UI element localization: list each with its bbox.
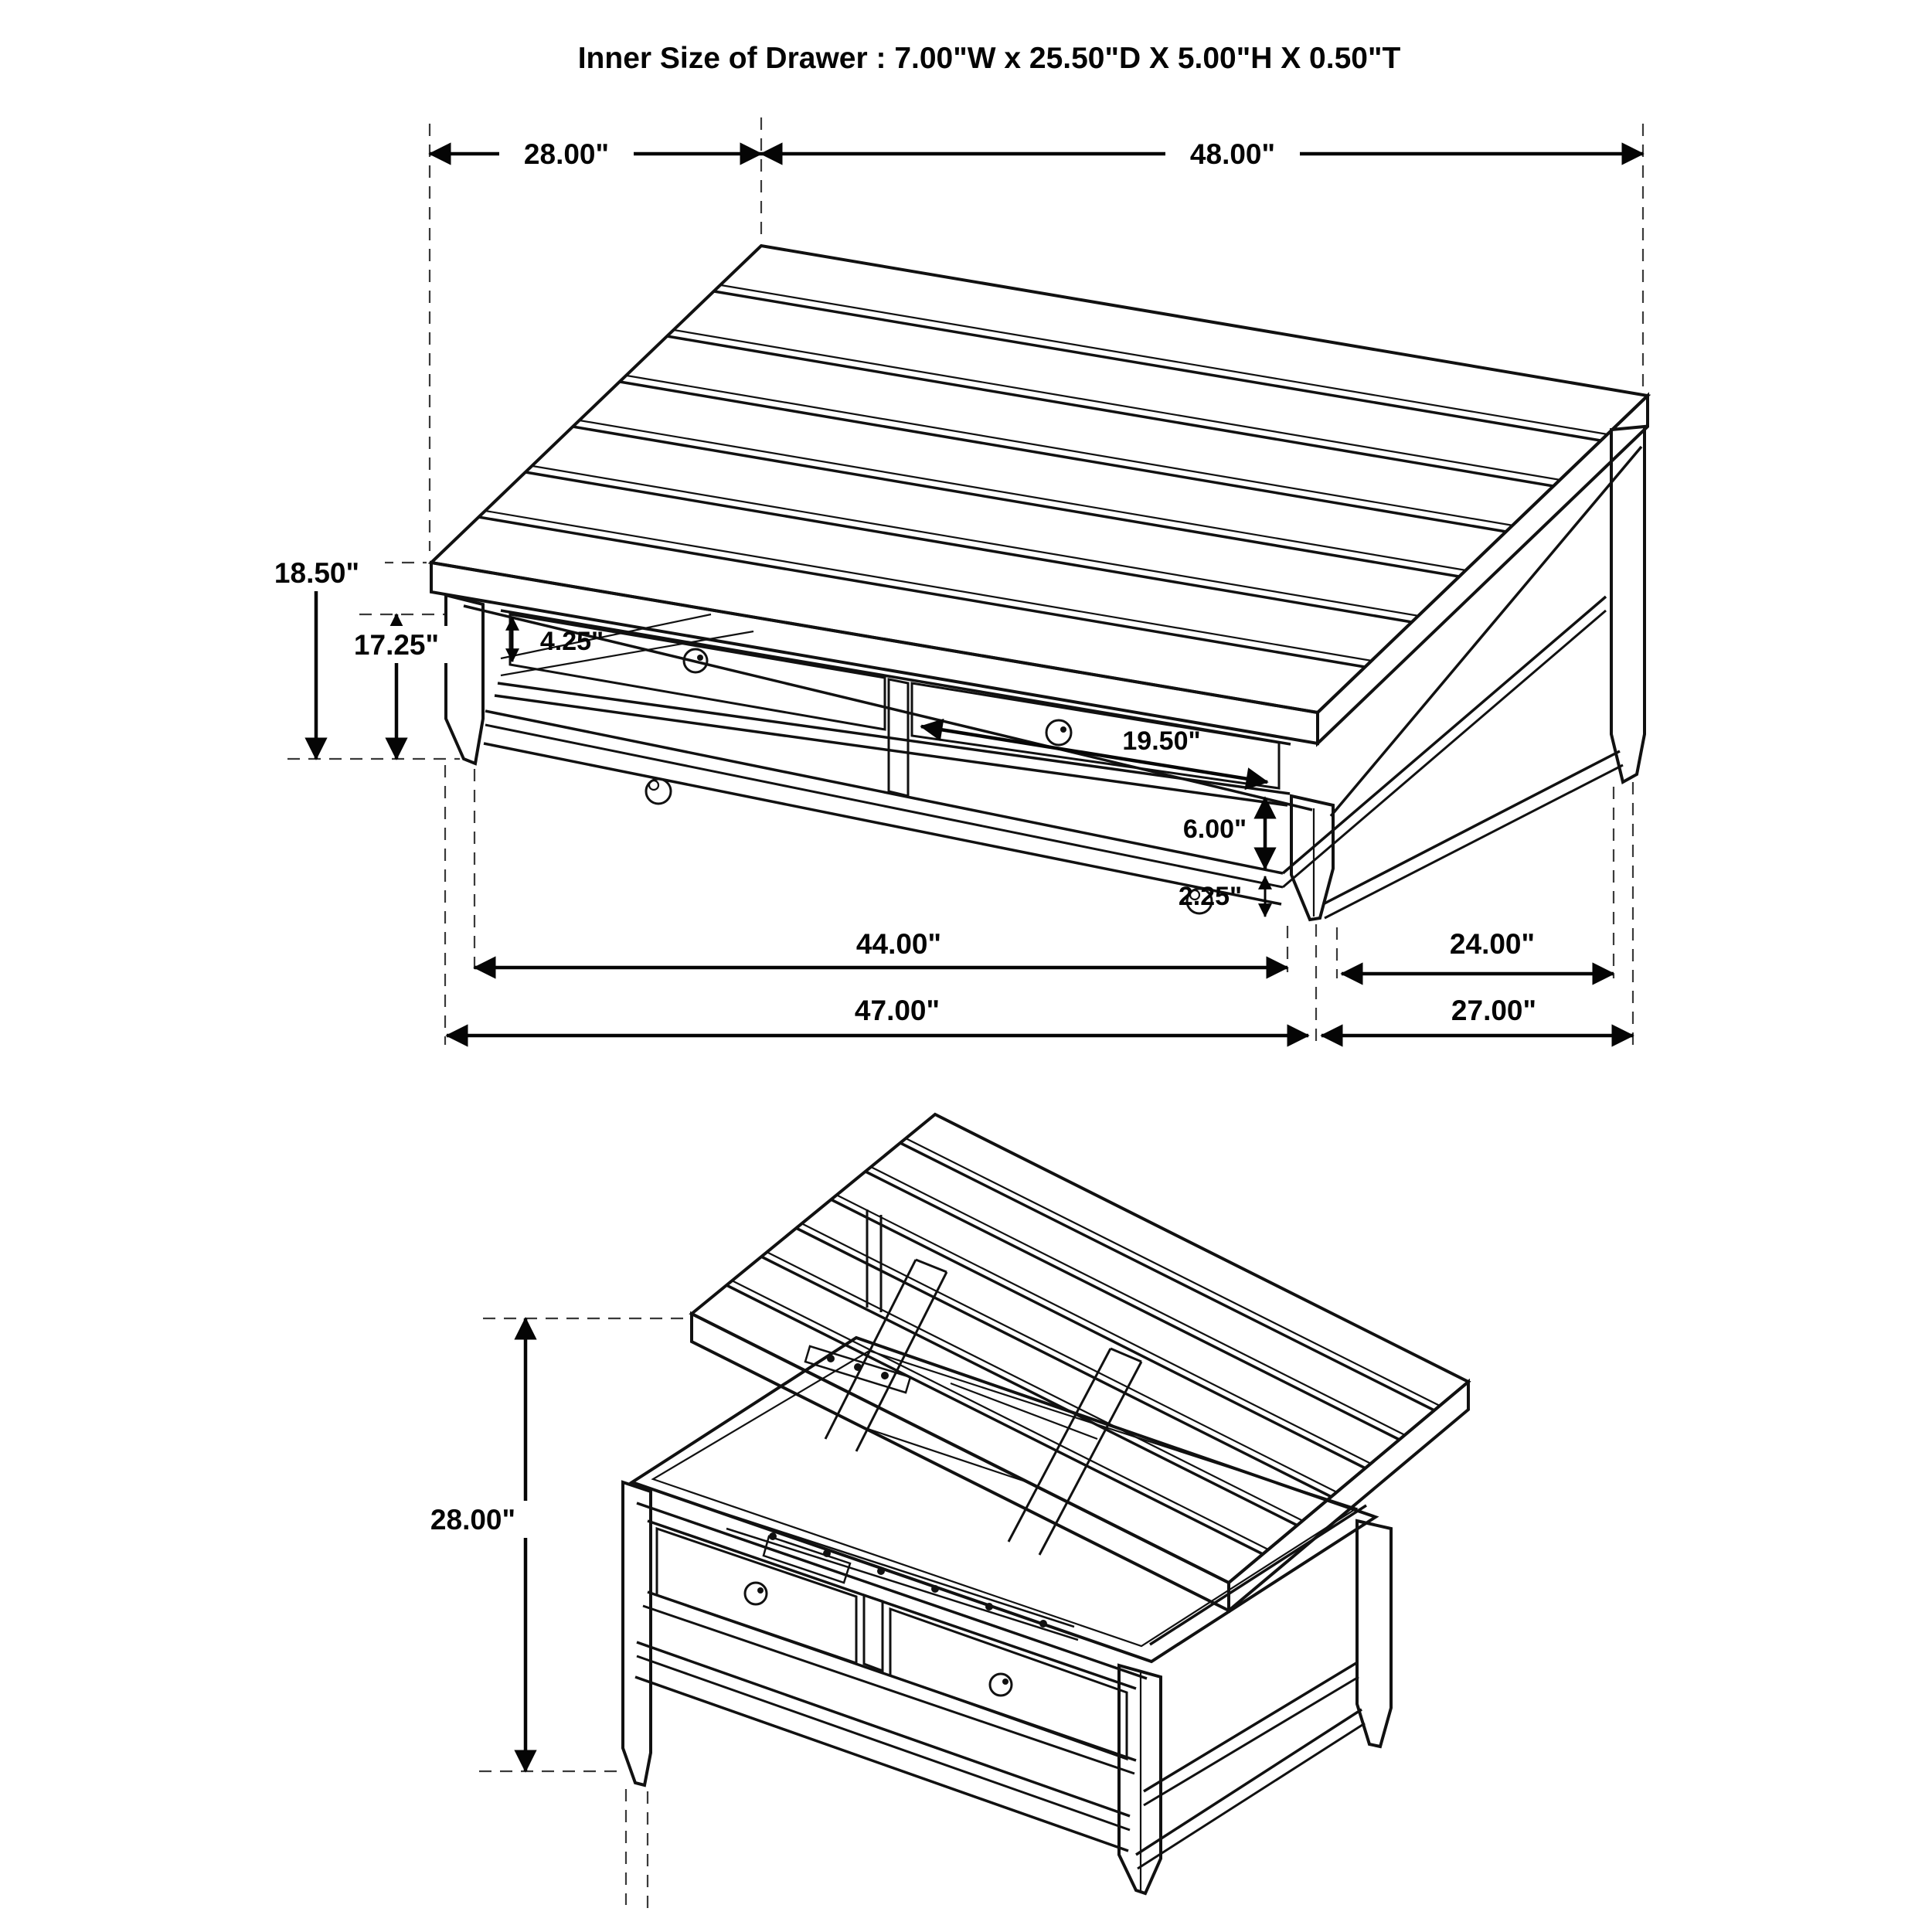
- dim-label-base-depth-inner: 24.00": [1449, 928, 1536, 960]
- front-left-leg: [446, 595, 483, 764]
- dim-label-base-width-inner: 44.00": [855, 928, 942, 960]
- back-right-leg: [1357, 1521, 1391, 1747]
- extension-lines: [287, 117, 1643, 1045]
- drawer-divider: [864, 1595, 883, 1671]
- dim-label-top-depth: 28.00": [523, 138, 610, 170]
- dim-label-drawer-height: 4.25": [539, 627, 604, 656]
- dim-label-base-width-outer: 47.00": [854, 995, 940, 1026]
- front-face: [635, 1503, 1147, 1851]
- drawer-2: [912, 683, 1279, 788]
- dim-label-drawer-width: 19.50": [1122, 726, 1201, 756]
- dim-label-foot-height: 2.25": [1178, 882, 1243, 911]
- lift-mechanism: [719, 1209, 1141, 1640]
- lift-diagram: [408, 1114, 1468, 1913]
- plank-lines: [726, 1138, 1440, 1554]
- front-left-leg: [623, 1482, 651, 1785]
- drawer-knob: [990, 1674, 1012, 1696]
- drawer-knob: [745, 1583, 767, 1604]
- page-title: Inner Size of Drawer : 7.00"W x 25.50"D X 5.00"H X 0.50"T: [577, 42, 1401, 75]
- dim-label-base-height: 17.25": [353, 629, 440, 661]
- caster-wheel: [646, 779, 671, 804]
- right-end-panel: [1136, 1505, 1366, 1869]
- extension-lines: [479, 1318, 688, 1913]
- dim-drawer-width: [921, 726, 1267, 782]
- top-diagram: [249, 117, 1648, 1045]
- back-right-leg: [1611, 427, 1645, 782]
- dim-label-lift-height: 28.00": [430, 1504, 516, 1536]
- tabletop: [431, 246, 1648, 743]
- plank-lines: [478, 285, 1607, 667]
- dim-label-shelf-clearance: 6.00": [1182, 815, 1247, 844]
- dim-label-base-depth-outer: 27.00": [1451, 995, 1537, 1026]
- drawer-knob: [1046, 720, 1071, 745]
- dim-label-top-width: 48.00": [1189, 138, 1276, 170]
- dim-label-overall-height: 18.50": [274, 557, 360, 589]
